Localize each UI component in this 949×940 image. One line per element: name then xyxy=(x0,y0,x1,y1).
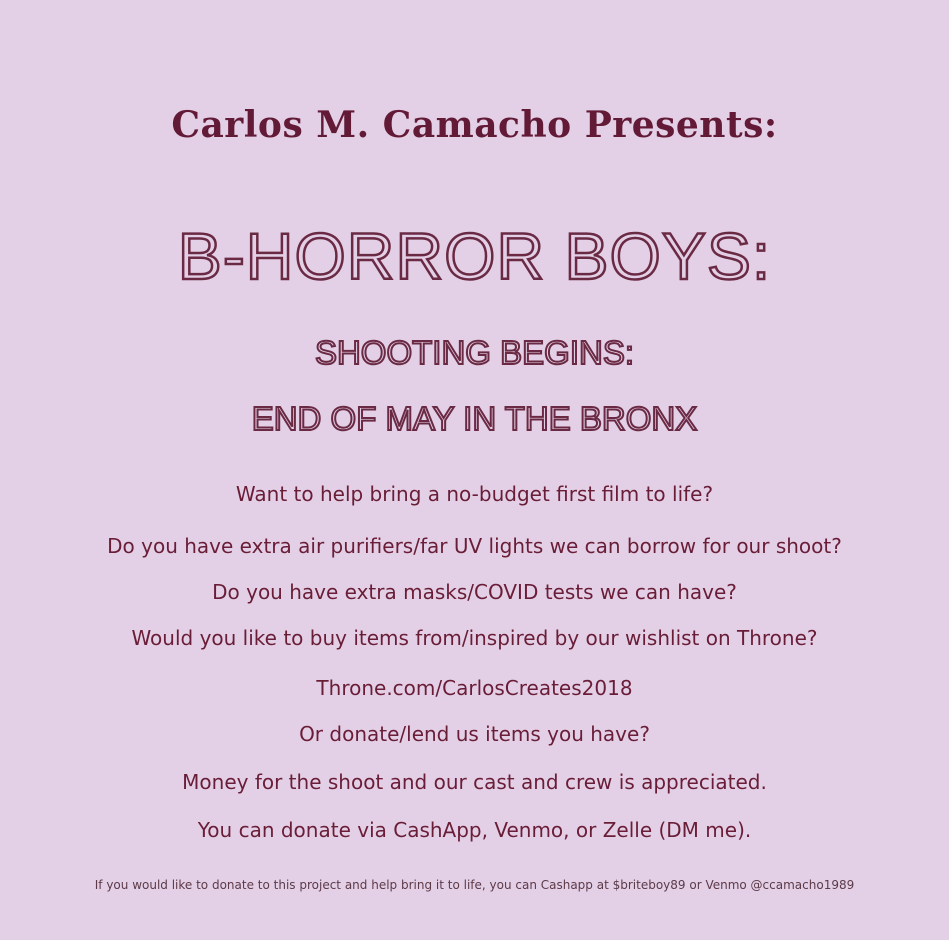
presenter-heading: Carlos M. Camacho Presents: xyxy=(171,104,778,146)
body-line-help: Want to help bring a no-budget first film to life? xyxy=(235,482,714,506)
body-line-throne-link[interactable]: Throne.com/CarlosCreates2018 xyxy=(316,676,633,700)
body-line-donate-items: Or donate/lend us items you have? xyxy=(299,722,650,746)
body-line-money: Money for the shoot and our cast and crew is appreciated. xyxy=(182,770,767,794)
body-line-payment-methods: You can donate via CashApp, Venmo, or Zelle (DM me). xyxy=(197,818,752,842)
fine-print: If you would like to donate to this project and help bring it to life, you can Cashapp at $briteboy89 or Venmo @ccamacho1989 xyxy=(94,878,855,892)
shooting-when-where: END OF MAY IN THE BRONX xyxy=(251,400,698,437)
body-line-air-purifiers: Do you have extra air purifiers/far UV lights we can borrow for our shoot? xyxy=(107,534,842,558)
body-line-masks: Do you have extra masks/COVID tests we can have? xyxy=(212,580,737,604)
shooting-begins-label: SHOOTING BEGINS: xyxy=(314,334,635,371)
film-title: B-HORROR BOYS: xyxy=(177,219,772,293)
body-line-wishlist: Would you like to buy items from/inspired by our wishlist on Throne? xyxy=(131,626,818,650)
